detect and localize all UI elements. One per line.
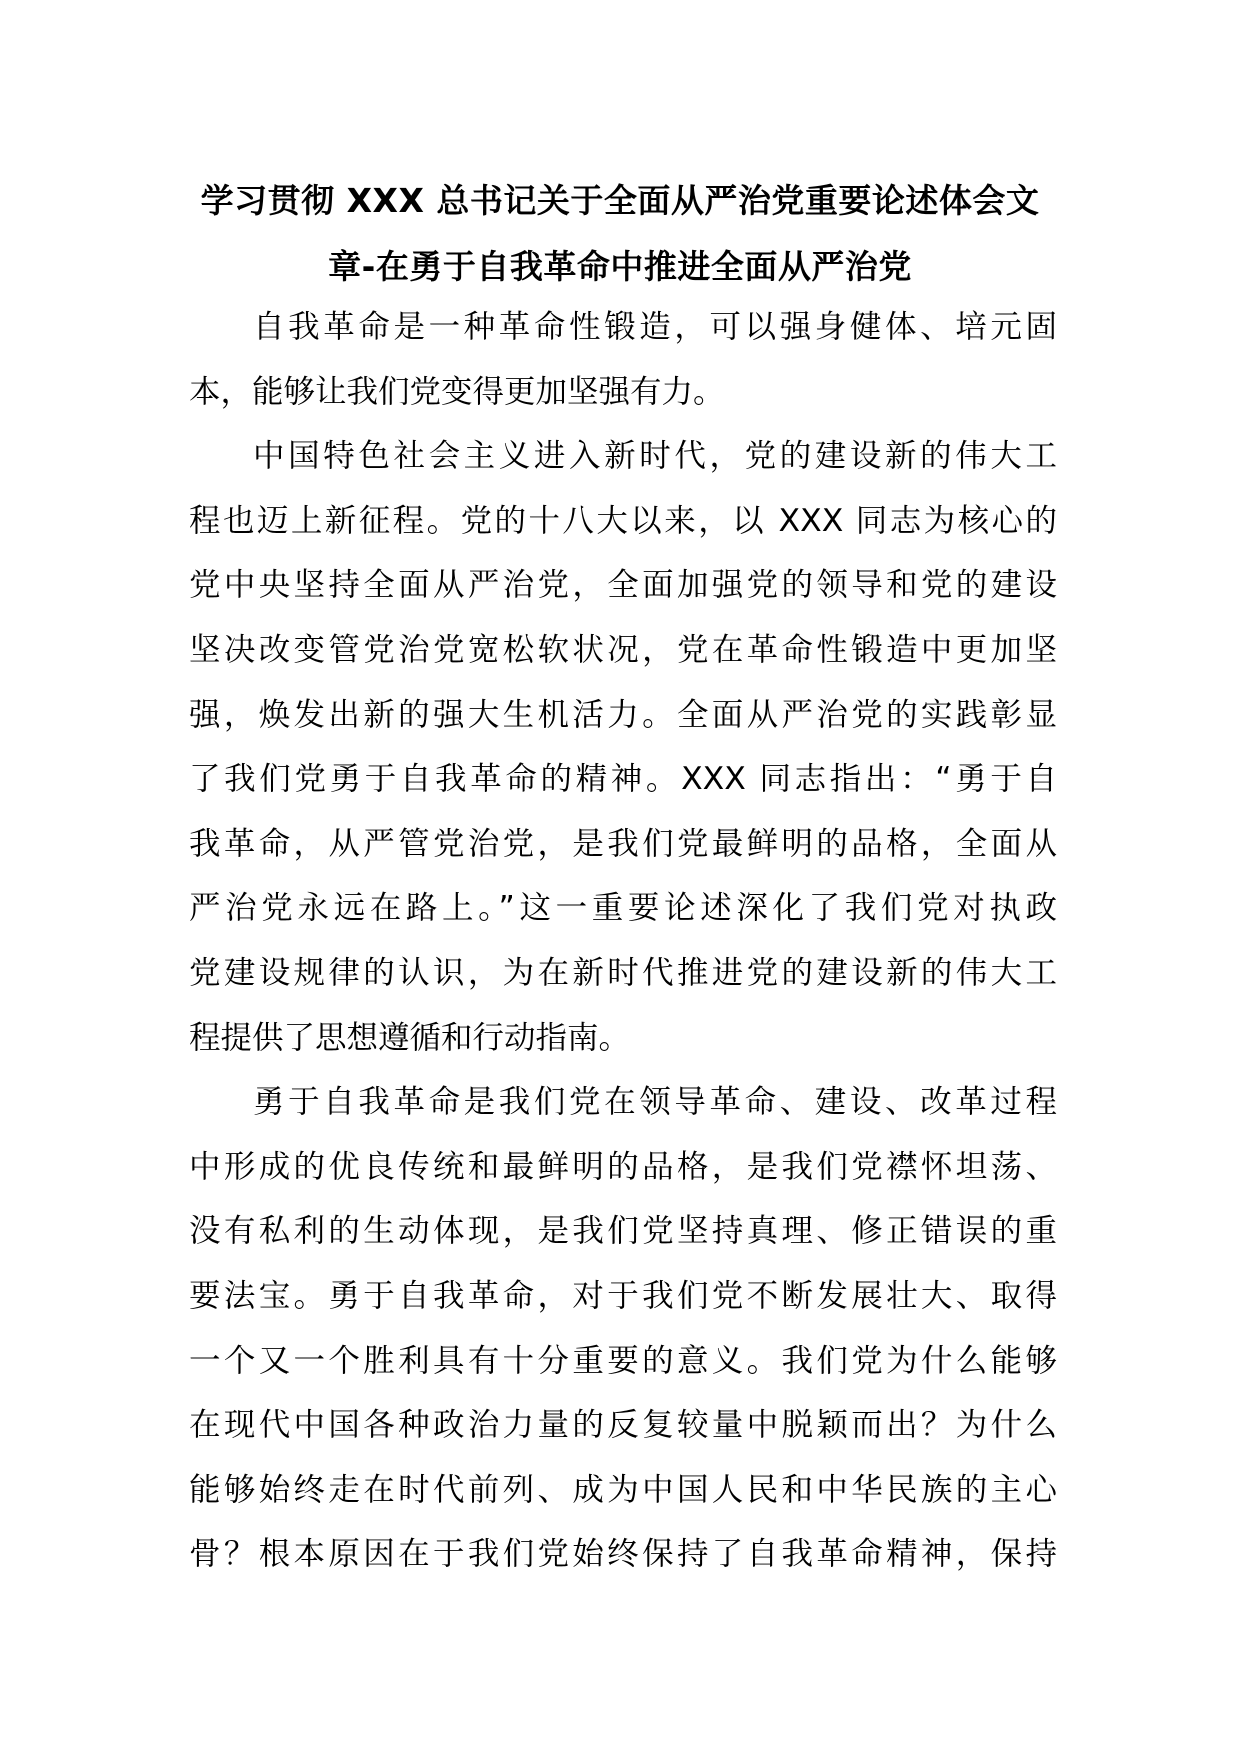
text-line: 我革命，从严管党治党，是我们党最鲜明的品格，全面从 [189, 825, 1057, 862]
text-line: 坚决改变管党治党宽松软状况，党在革命性锻造中更加坚 [189, 631, 1057, 668]
document-body [189, 295, 1057, 1587]
text-line: 没有私利的生动体现，是我们党坚持真理、修正错误的重 [189, 1213, 1057, 1250]
text-line: 党中央坚持全面从严治党，全面加强党的领导和党的建设 [189, 567, 1057, 604]
text-line: 强，焕发出新的强大生机活力。全面从严治党的实践彰显 [189, 696, 1057, 733]
text-line: 一个又一个胜利具有十分重要的意义。我们党为什么能够 [189, 1342, 1057, 1379]
text-line: 程也迈上新征程。党的十八大以来，以 XXX 同志为核心的 [189, 502, 1057, 539]
text-line: 中国特色社会主义进入新时代，党的建设新的伟大工 [253, 438, 1057, 475]
paragraph-1 [189, 295, 1057, 424]
document-title [180, 168, 1060, 300]
paragraph-2 [189, 424, 1057, 1070]
text-line: 勇于自我革命是我们党在领导革命、建设、改革过程 [253, 1084, 1057, 1121]
title-line-1: 学习贯彻 XXX 总书记关于全面从严治党重要论述体会文 [200, 181, 1040, 220]
text-line: 在现代中国各种政治力量的反复较量中脱颖而出？为什么 [189, 1407, 1057, 1444]
paragraph-3 [189, 1070, 1057, 1587]
text-line: 了我们党勇于自我革命的精神。XXX 同志指出：“勇于自 [189, 761, 1057, 798]
text-line: 程提供了思想遵循和行动指南。 [189, 1019, 631, 1056]
text-line: 骨？根本原因在于我们党始终保持了自我革命精神，保持 [189, 1536, 1057, 1573]
text-line: 党建设规律的认识，为在新时代推进党的建设新的伟大工 [189, 954, 1057, 991]
text-line: 能够始终走在时代前列、成为中国人民和中华民族的主心 [189, 1471, 1057, 1508]
text-line: 中形成的优良传统和最鲜明的品格，是我们党襟怀坦荡、 [189, 1148, 1057, 1185]
text-line: 本，能够让我们党变得更加坚强有力。 [189, 373, 725, 410]
text-line: 自我革命是一种革命性锻造，可以强身健体、培元固 [253, 309, 1057, 345]
text-line: 要法宝。勇于自我革命，对于我们党不断发展壮大、取得 [189, 1277, 1057, 1314]
text-line: 严治党永远在路上。”这一重要论述深化了我们党对执政 [189, 890, 1057, 927]
title-line-2: 章-在勇于自我革命中推进全面从严治党 [328, 247, 912, 286]
